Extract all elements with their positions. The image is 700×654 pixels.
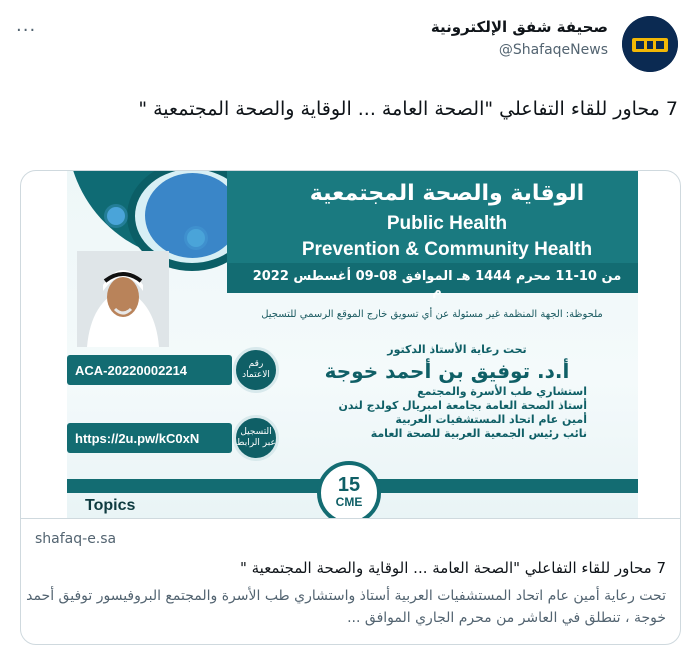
accreditation-number: ACA-20220002214 bbox=[67, 355, 232, 385]
avatar[interactable] bbox=[622, 16, 678, 72]
card-domain[interactable]: shafaq-e.sa bbox=[35, 531, 117, 547]
patron-label: تحت رعاية الأستاذ الدكتور bbox=[387, 343, 527, 356]
author-display-name[interactable]: صحيفة شفق الإلكترونية bbox=[430, 18, 608, 36]
image-date: من 10-11 محرم 1444 هـ الموافق 08-09 أغسطس 2022 م bbox=[252, 269, 622, 299]
shafaq-logo-icon bbox=[622, 16, 678, 72]
patron-title-2: أستاذ الصحة العامة بجامعة امبريال كولدج لندن bbox=[338, 399, 587, 412]
patron-portrait bbox=[77, 251, 169, 347]
register-label: التسجيل عبر الرابط bbox=[233, 415, 279, 461]
image-title-english-1: Public Health bbox=[386, 213, 508, 234]
topics-heading: Topics bbox=[85, 497, 136, 514]
image-note: ملحوظة: الجهة المنظمة غير مسئولة عن أي تسويق خارج الموقع الرسمي للتسجيل bbox=[261, 309, 603, 320]
image-title-english-2: Prevention & Community Health bbox=[301, 239, 593, 260]
card-divider bbox=[21, 518, 681, 519]
cme-badge bbox=[317, 461, 381, 518]
cme-number: 15 bbox=[337, 474, 361, 496]
patron-name: أ.د. توفيق بن أحمد خوجة bbox=[324, 359, 570, 383]
card-image[interactable] bbox=[67, 171, 638, 518]
virus-icon bbox=[107, 207, 125, 225]
link-card[interactable] bbox=[20, 170, 681, 645]
author-info[interactable] bbox=[431, 18, 608, 58]
accreditation-label: رقم الاعتماد bbox=[233, 347, 279, 393]
author-handle[interactable]: @ShafaqeNews bbox=[498, 42, 608, 58]
patron-title-3: أمين عام اتحاد المستشفيات العربية bbox=[395, 413, 587, 426]
card-title[interactable]: 7 محاور للقاء التفاعلي "الصحة العامة ... الوقاية والصحة المجتمعية " bbox=[239, 559, 666, 577]
tweet-text: 7 محاور للقاء التفاعلي "الصحة العامة ... الوقاية والصحة المجتمعية " bbox=[138, 98, 678, 120]
more-options-icon[interactable]: ··· bbox=[16, 20, 37, 41]
cme-label: CME bbox=[335, 495, 363, 509]
register-link: https://2u.pw/kC0xN bbox=[67, 423, 232, 453]
virus-icon bbox=[187, 229, 205, 247]
patron-title-1: استشاري طب الأسرة والمجتمع bbox=[417, 385, 587, 398]
card-description[interactable]: تحت رعاية أمين عام اتحاد المستشفيات العربية أستاذ واستشاري طب الأسرة والمجتمع البروفيسور توفيق أحمد خوجة ، تنطلق في العاشر من محرم الجاري الموافق ... bbox=[26, 588, 666, 626]
patron-title-4: نائب رئيس الجمعية العربية للصحة العامة bbox=[370, 427, 587, 440]
image-title-arabic: الوقاية والصحة المجتمعية bbox=[309, 181, 585, 206]
